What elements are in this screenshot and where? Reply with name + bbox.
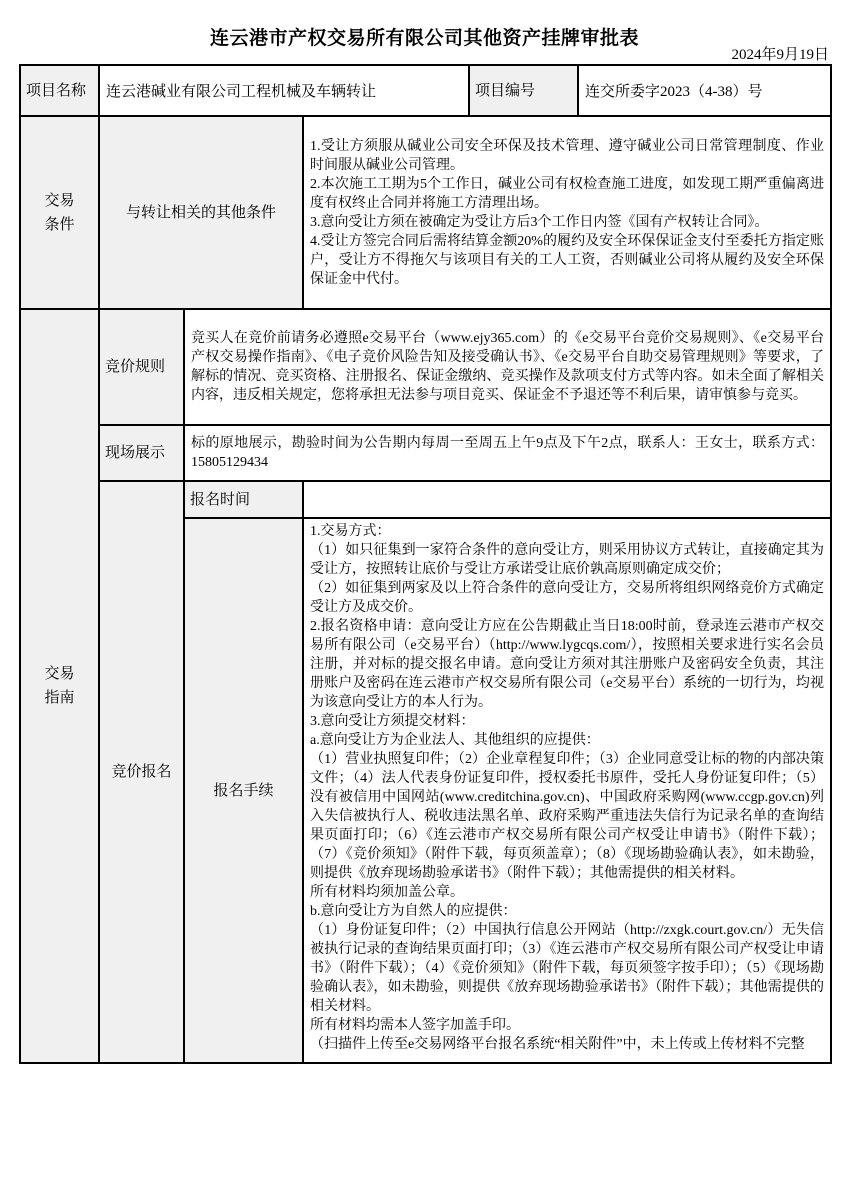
- trade-guide-group-label-line1: 交易: [44, 666, 75, 682]
- procedure-paragraph: （1）营业执照复印件；（2）企业章程复印件；（3）企业同意受让标的物的内部决策文件；（4）法人代表身份证复印件，授权委托书原件，受托人身份证复印件；（5）没有被信用中国网站(www.creditchina.gov.cn)、中国政府采购网(www.ccgp.gov.cn)列入失信被执行人、税收违法黑名单、政府采购严重违法失信行为记录名单的查询结果页面打印；（6）《连云港市产权交易所有限公司产权受让申请书》（附件下载）；（7）《竞价须知》（附件下载，每页须盖章）；（8）《现场勘验确认表》，如未勘验，则提供《放弃现场勘验承诺书》（附件下载）；其他需提供的相关材料。: [310, 752, 824, 881]
- other-conditions-paragraph: 4.受让方签完合同后需将结算金额20%的履约及安全环保保证金支付至委托方指定账户，受让方不得拖欠与该项目有关的工人工资，否则碱业公司将从履约及安全环保保证金中代付。: [310, 233, 824, 287]
- project-name-value: 连云港碱业有限公司工程机械及车辆转让: [100, 66, 468, 115]
- procedure-paragraph: （2）如征集到两家及以上符合条件的意向受让方，交易所将组织网络竞价方式确定受让方及成交价。: [310, 581, 824, 615]
- site-display-label: 现场展示: [100, 426, 183, 480]
- registration-time-label: 报名时间: [185, 482, 302, 517]
- project-code-label: 项目编号: [470, 66, 577, 115]
- registration-procedure-text: [304, 519, 830, 1062]
- site-display-paragraph: 标的原地展示，勘验时间为公告期内每周一至周五上午9点及下午2点，联系人：王女士，联系方式：15805129434: [191, 436, 824, 470]
- trade-guide-group-label-line2: 指南: [44, 690, 75, 706]
- procedure-paragraph: 所有材料均须加盖公章。: [310, 885, 464, 900]
- trade-conditions-group-label-line1: 交易: [44, 192, 75, 209]
- other-conditions-label: 与转让相关的其他条件: [100, 117, 302, 308]
- procedure-paragraph: 1.交易方式：: [310, 524, 391, 539]
- project-name-label: 项目名称: [21, 66, 98, 115]
- procedure-paragraph: 3.意向受让方须提交材料：: [310, 714, 475, 729]
- procedure-paragraph: a.意向受让方为企业法人、其他组织的应提供：: [310, 733, 600, 748]
- registration-procedure-label: 报名手续: [185, 519, 302, 1062]
- procedure-paragraph: 所有材料均需本人签字加盖手印。: [310, 1018, 520, 1033]
- other-conditions-text: [304, 117, 830, 308]
- registration-time-value: [304, 482, 830, 517]
- procedure-paragraph: 2.报名资格申请：意向受让方应在公告期截止当日18:00时前，登录连云港市产权交易所有限公司（e交易平台）（http://www.lygcqs.com/），按照相关要求进行实名会员注册，并对标的提交报名申请。意向受让方须对其注册账户及密码安全负责，其注册账户及密码在连云港市产权交易所有限公司（e交易平台）系统的一切行为，均视为该意向受让方的本人行为。: [310, 619, 824, 710]
- bidding-rules-text: [185, 310, 830, 424]
- bidding-rules-label: 竞价规则: [100, 310, 183, 424]
- approval-table: [19, 64, 832, 1064]
- site-display-text: [185, 426, 830, 480]
- bid-registration-label: 竞价报名: [100, 482, 183, 1062]
- procedure-paragraph: （1）如只征集到一家符合条件的意向受让方，则采用协议方式转让，直接确定其为受让方，按照转让底价与受让方承诺受让底价孰高原则确定成交价；: [310, 543, 824, 577]
- other-conditions-paragraph: 1.受让方须服从碱业公司安全环保及技术管理、遵守碱业公司日常管理制度、作业时间服从碱业公司管理。: [310, 138, 824, 173]
- bidding-rules-paragraph: 竞买人在竞价前请务必遵照e交易平台（www.ejy365.com）的《e交易平台竞价交易规则》、《e交易平台产权交易操作指南》、《电子竞价风险告知及接受确认书》、《e交易平台自助交易管理规则》等要求，了解标的情况、竞买资格、注册报名、保证金缴纳、竞买操作及款项支付方式等内容。如未全面了解相关内容，违反相关规定，您将承担无法参与项目竞买、保证金不予退还等不利后果，请审慎参与竞买。: [191, 331, 824, 403]
- procedure-paragraph: （扫描件上传至e交易网络平台报名系统“相关附件”中，未上传或上传材料不完整: [310, 1037, 805, 1052]
- procedure-paragraph: （1）身份证复印件；（2）中国执行信息公开网站（http://zxgk.court.gov.cn/）无失信被执行记录的查询结果页面打印；（3）《连云港市产权交易所有限公司产权受让申请书》（附件下载）；（4）《竞价须知》（附件下载，每页须签字按手印）；（5）《现场勘验确认表》，如未勘验，则提供《放弃现场勘验承诺书》（附件下载）；其他需提供的相关材料。: [310, 923, 824, 1014]
- other-conditions-paragraph: 3.意向受让方须在被确定为受让方后3个工作日内签《国有产权转让合同》。: [310, 214, 769, 230]
- procedure-paragraph: b.意向受让方为自然人的应提供：: [310, 904, 517, 919]
- trade-conditions-group-label: [21, 117, 98, 308]
- other-conditions-paragraph: 2.本次施工工期为5个工作日，碱业公司有权检查施工进度，如发现工期严重偏离进度有权终止合同并将施工方清理出场。: [310, 176, 824, 211]
- document-title: 连云港市产权交易所有限公司其他资产挂牌审批表: [209, 28, 639, 49]
- project-code-value: 连交所委字2023（4-38）号: [579, 66, 830, 115]
- trade-guide-group-label: [21, 310, 98, 1062]
- document-date: 2024年9月19日: [731, 47, 829, 63]
- trade-conditions-group-label-line2: 条件: [44, 216, 75, 233]
